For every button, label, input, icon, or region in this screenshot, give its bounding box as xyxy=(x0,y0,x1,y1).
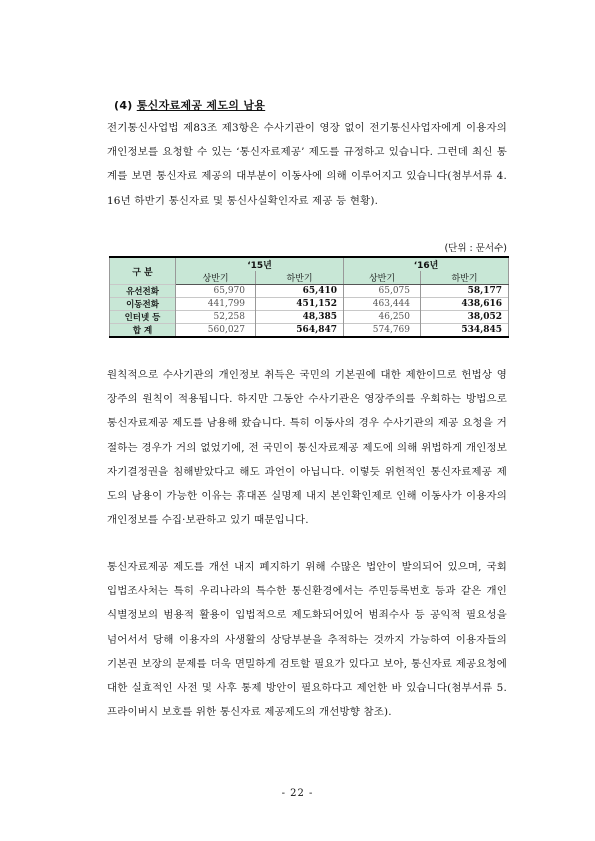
table-cell: 65,075 xyxy=(344,285,421,298)
table-cell: 574,769 xyxy=(344,324,421,338)
table-header-half: 상반기 xyxy=(176,271,256,285)
table-header-half: 하반기 xyxy=(256,271,344,285)
table-row xyxy=(110,298,509,311)
section-title: 통신자료제공 제도의 남용 xyxy=(136,99,266,112)
row-label: 이동전화 xyxy=(110,298,176,311)
table-header-label: 구 분 xyxy=(110,257,176,285)
table-row-total xyxy=(110,324,509,338)
table-cell: 46,250 xyxy=(344,311,421,324)
table-cell: 65,410 xyxy=(256,285,344,298)
section-number: (4) xyxy=(114,99,133,112)
table-row xyxy=(110,285,509,298)
paragraph-reform: 통신자료제공 제도를 개선 내지 폐지하기 위해 수많은 법안이 발의되어 있으며, 국회 입법조사처는 특히 우리나라의 특수한 통신환경에서는 주민등록번호 등과 같은 개인 식별정보의 범용적 활용이 입법적으로 제도화되어있어 범죄수사 등 공익적 필요성을 넘어서서 당해 이용자의 사생활의 상당부분을 추적하는 것까지 가능하여 이용자들의 기본권 보장의 문제를 더욱 면밀하게 검토할 필요가 있다고 보아, 통신자료 제공요청에 대한 실효적인 사전 및 사후 통제 방안이 필요하다고 제언한 바 있습니다(첨부서류 5. 프라이버시 보호를 위한 통신자료 제공제도의 개선방향 참조). xyxy=(107,561,507,719)
row-label: 인터넷 등 xyxy=(110,311,176,324)
table-cell: 560,027 xyxy=(176,324,256,338)
table-cell: 58,177 xyxy=(421,285,509,298)
table-header-half: 상반기 xyxy=(344,271,421,285)
table-header-year-2015: ‘15년 xyxy=(176,257,344,271)
table-cell: 463,444 xyxy=(344,298,421,311)
table-header-half: 하반기 xyxy=(421,271,509,285)
table-row xyxy=(110,311,509,324)
page-number: - 22 - xyxy=(281,788,314,799)
stats-table xyxy=(109,256,509,338)
table-cell: 438,616 xyxy=(421,298,509,311)
table-unit: (단위 : 문서수) xyxy=(444,243,507,254)
table-cell: 38,052 xyxy=(421,311,509,324)
paragraph-intro: 전기통신사업법 제83조 제3항은 수사기관이 영장 없이 전기통신사업자에게 이용자의 개인정보를 요청할 수 있는 ‘통신자료제공’ 제도를 규정하고 있습니다. 그런데 최신 통계를 보면 통신자료 제공의 대부분이 이동사에 의해 이루어지고 있습니다(첨부서류 4. 16년 하반기 통신자료 및 통신사실확인자료 제공 등 현황). xyxy=(107,122,507,207)
table-cell: 65,970 xyxy=(176,285,256,298)
table-header-year-2016: ‘16년 xyxy=(344,257,509,271)
row-label: 합 계 xyxy=(110,324,176,338)
table-cell: 52,258 xyxy=(176,311,256,324)
table-header-years xyxy=(110,257,509,271)
table-cell: 451,152 xyxy=(256,298,344,311)
row-label: 유선전화 xyxy=(110,285,176,298)
table-cell: 48,385 xyxy=(256,311,344,324)
table-cell: 534,845 xyxy=(421,324,509,338)
table-cell: 441,799 xyxy=(176,298,256,311)
section-heading xyxy=(114,97,265,113)
table-cell: 564,847 xyxy=(256,324,344,338)
paragraph-principle: 원칙적으로 수사기관의 개인정보 취득은 국민의 기본권에 대한 제한이므로 헌법상 영장주의 원칙이 적용됩니다. 하지만 그동안 수사기관은 영장주의를 우회하는 방법으로 통신자료제공 제도를 남용해 왔습니다. 특히 이동사의 경우 수사기관의 제공 요청을 거절하는 경우가 거의 없었기에, 전 국민이 통신자료제공 제도에 의해 위법하게 개인정보자기결정권을 침해받았다고 해도 과언이 아닙니다. 이렇듯 위헌적인 통신자료제공 제도의 남용이 가능한 이유는 휴대폰 실명제 내지 본인확인제로 인해 이동사가 이용자의 개인정보를 수집·보관하고 있기 때문입니다. xyxy=(107,369,507,527)
